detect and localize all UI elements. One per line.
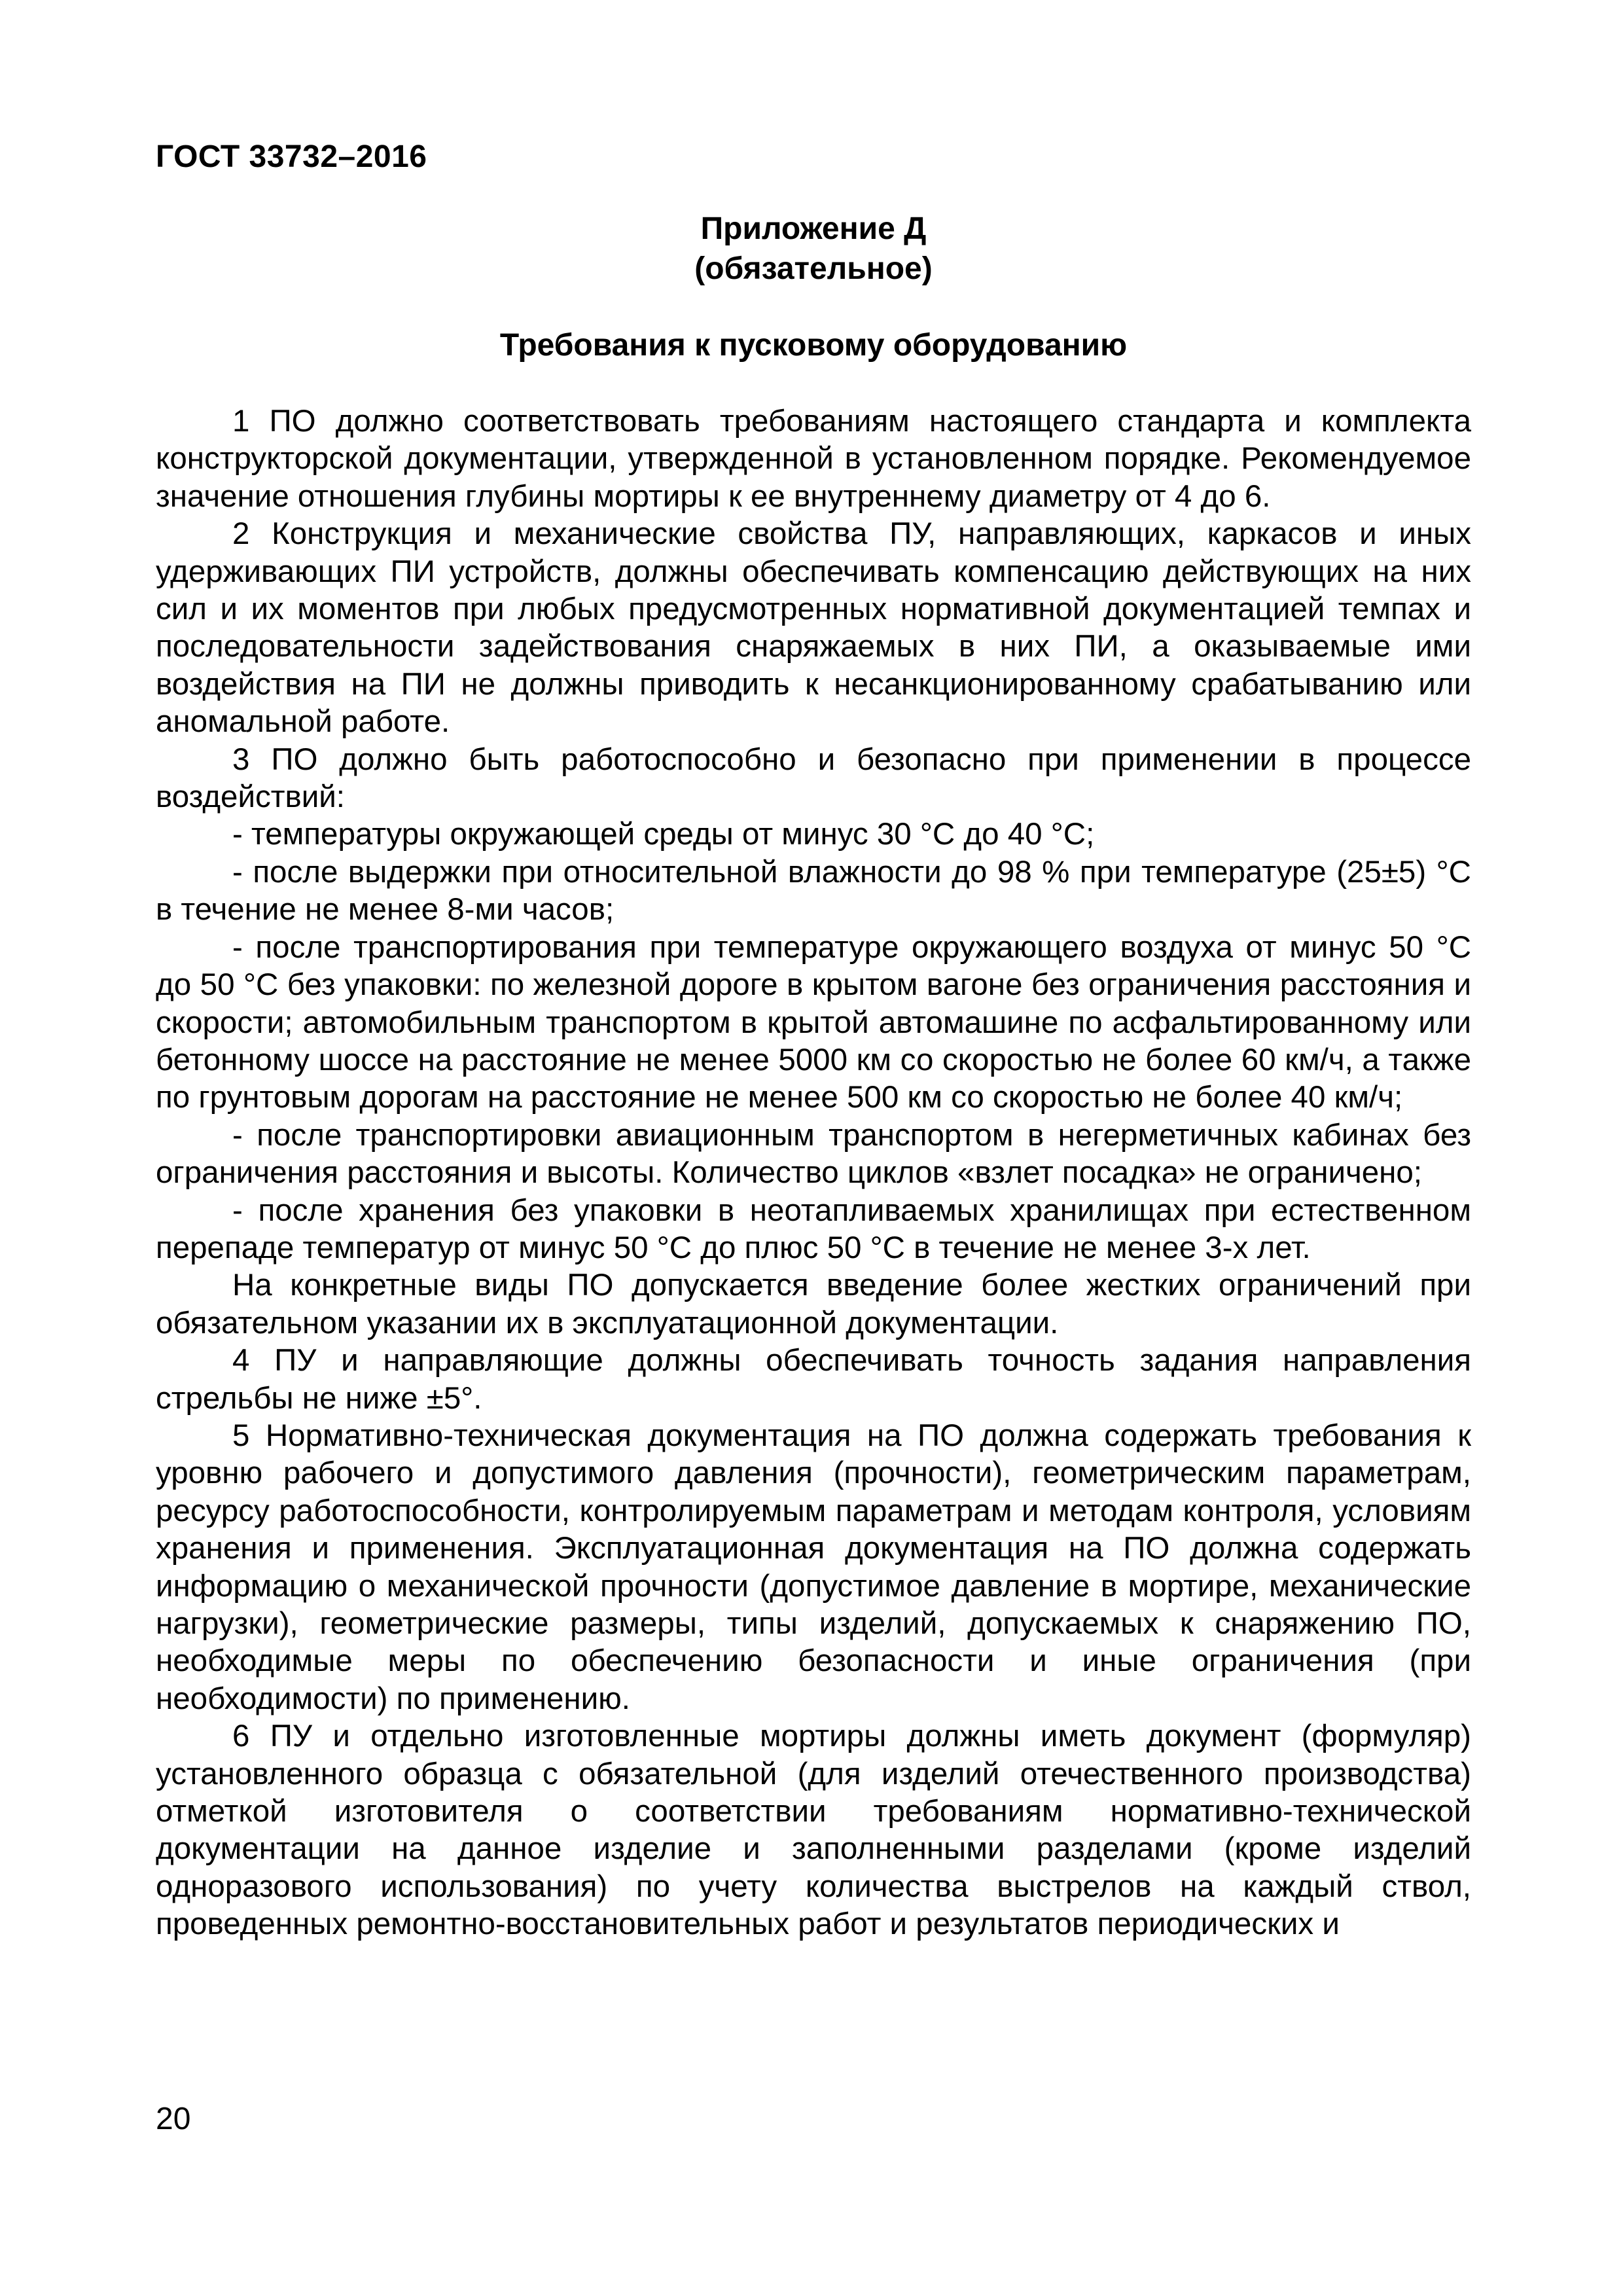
appendix-status: (обязательное) bbox=[694, 251, 933, 286]
paragraph-1: 1 ПО должно соответствовать требованиям настоящего стандарта и комплекта конструкторской документации, утвержденной в установленном порядке. Рекомендуемое значение отношения глубины мортиры к ее внутреннему диаметру от 4 до 6. bbox=[156, 404, 1471, 514]
document-body bbox=[156, 403, 1471, 1943]
paragraph-6: 6 ПУ и отдельно изготовленные мортиры должны иметь документ (формуляр) установленного образца с обязательной (для изделий отечественного производства) отметкой изготовителя о соответствии требованиям нормативно-технической документации на данное изделие и заполненными разделами (кроме изделий одноразового использования) по учету количества выстрелов на каждый ствол, проведенных ремонтно-восстановительных работ и результатов периодических и bbox=[156, 1719, 1471, 1942]
section-title: Требования к пусковому оборудованию bbox=[499, 328, 1128, 363]
page-number: 20 bbox=[156, 2102, 191, 2136]
list-item-storage: - после хранения без упаковки в неотапливаемых хранилищах при естественном перепаде температур от минус 50 °С до плюс 50 °С в течение не менее 3-х лет. bbox=[156, 1193, 1471, 1265]
appendix-title: Приложение Д bbox=[700, 211, 927, 246]
list-item-humidity: - после выдержки при относительной влажности до 98 % при температуре (25±5) °С в течение не менее 8-ми часов; bbox=[156, 854, 1471, 927]
list-item-transport: - после транспортирования при температуре окружающего воздуха от минус 50 °С до 50 °С без упаковки: по железной дороге в крытом вагоне без ограничения расстояния и скорости; автомобильным транспортом в крытой автомашине по асфальтированному или бетонному шоссе на расстояние не менее 5000 км со скоростью не более 60 км/ч, а также по грунтовым дорогам на расстояние не менее 500 км со скоростью не более 40 км/ч; bbox=[156, 929, 1471, 1115]
list-item-temperature: - температуры окружающей среды от минус 30 °С до 40 °С; bbox=[232, 817, 1095, 852]
paragraph-3: 3 ПО должно быть работоспособно и безопасно при применении в процессе воздействий: bbox=[156, 742, 1471, 815]
paragraph-4: 4 ПУ и направляющие должны обеспечивать точность задания направления стрельбы не ниже ±5°. bbox=[156, 1343, 1471, 1416]
document-code: ГОСТ 33732–2016 bbox=[156, 139, 427, 174]
list-item-air-transport: - после транспортировки авиационным транспортом в негерметичных кабинах без ограничения расстояния и высоты. Количество циклов «взлет посадка» не ограничено; bbox=[156, 1117, 1471, 1191]
paragraph-5: 5 Нормативно-техническая документация на ПО должна содержать требования к уровню рабочего и допустимого давления (прочности), геометрическим параметрам, ресурсу работоспособности, контролируемым параметрам и методам контроля, условиям хранения и применения. Эксплуатационная документация на ПО должна содержать информацию о механической прочности (допустимое давление в мортире, механические нагрузки), геометрические размеры, типы изделий, допускаемых к снаряжению ПО, необходимые меры по обеспечению безопасности и иные ограничения (при необходимости) по применению. bbox=[156, 1418, 1471, 1716]
paragraph-2: 2 Конструкция и механические свойства ПУ, направляющих, каркасов и иных удерживающих ПИ устройств, должны обеспечивать компенсацию действующих на них сил и их моментов при любых предусмотренных нормативной документацией темпах и последовательности задействования снаряжаемых в них ПИ, а оказываемые ими воздействия на ПИ не должны приводить к несанкционированному срабатыванию или аномальной работе. bbox=[156, 516, 1471, 740]
paragraph-restrictions: На конкретные виды ПО допускается введение более жестких ограничений при обязательном указании их в эксплуатационной документации. bbox=[156, 1268, 1471, 1340]
